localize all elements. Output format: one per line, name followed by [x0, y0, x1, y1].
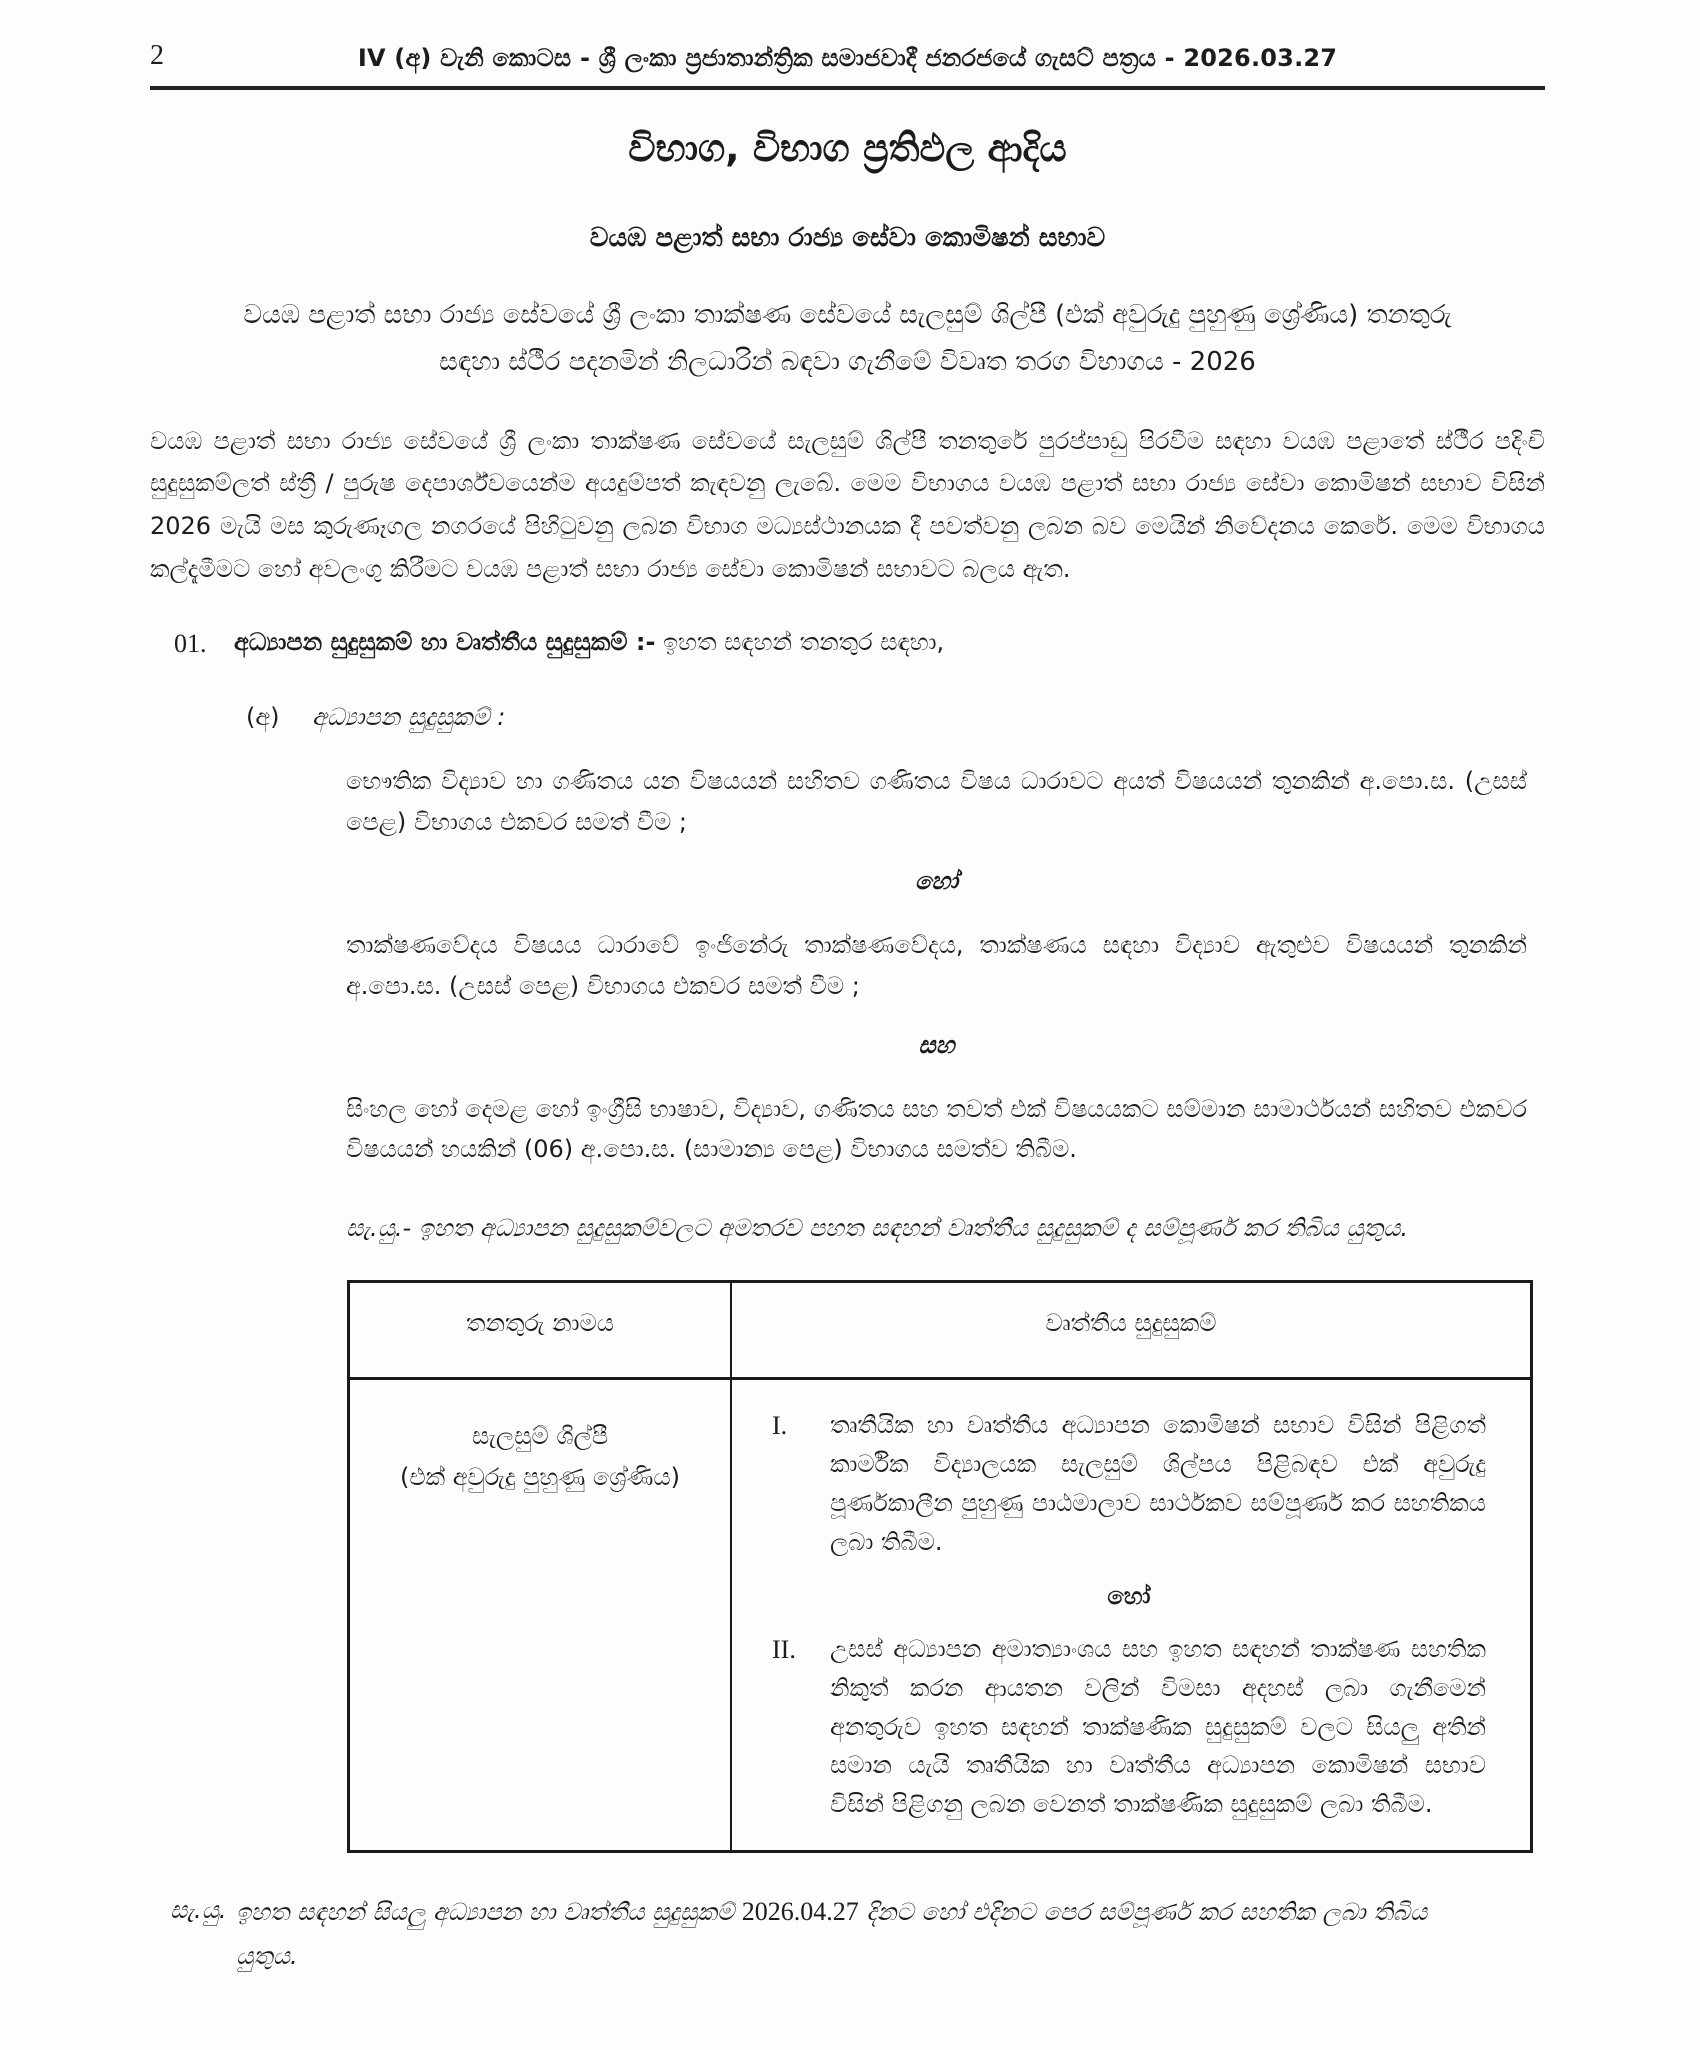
qualification-item-I-text: තෘතීයික හා වෘත්තීය අධ්‍යාපන කොමිෂන් සභාව විසින් පිළිගත් කාර්මික විද්‍යාලයක සැලසුම් ශිල්පය පිළිබඳව එක් අවුරුදු පූර්ණකාලීන පුහුණු පාඨමාලාව සාර්ථකව සම්පූර්ණ කර සහතිකය ලබා තිබීම.	[830, 1411, 1486, 1556]
and-separator: සහ	[918, 1030, 955, 1059]
footer-note-text-after-date: දිනට හෝ එදිනට පෙර සම්පූර්ණ කර සහතික ලබා තිබිය යුතුය.	[236, 1898, 1428, 1970]
running-header	[150, 0, 1545, 90]
sub-item-a	[246, 703, 1545, 731]
page-number: 2	[150, 40, 164, 71]
item-01-number: 01.	[174, 629, 207, 659]
footer-note-text	[236, 1889, 1466, 1977]
post-name-line2: (එක් අවුරුදු පුහුණු ශ්‍රේණිය)	[400, 1463, 680, 1492]
qualification-2: තාක්ෂණවේදය විෂයය ධාරාවේ ඉංජිනේරු තාක්ෂණවේදය, තාක්ෂණය සඳහා විද්‍යාව ඇතුළුව විෂයයන් තුනකින් අ.පො.ස. (උසස් පෙළ) විභාගය එකවර සමත් වීම ;	[346, 931, 1527, 1000]
qualification-item-I-label: I.	[772, 1411, 788, 1441]
post-name-line1: සැලසුම් ශිල්පී	[471, 1422, 609, 1451]
note-above-table: සැ.යු.- ඉහත අධ්‍යාපන සුදුසුකම්වලට අමතරව පහත සඳහන් වෘත්තීය සුදුසුකම් ද සම්පූර්ණ කර තිබිය යුතුය.	[346, 1214, 1409, 1243]
organisation-title: වයඹ පළාත් සභා රාජ්‍ය සේවා කොමිෂන් සභාව	[589, 223, 1106, 253]
table-or-separator: හෝ	[1107, 1581, 1151, 1610]
section-title: විභාග, විභාග ප්‍රතිඵල ආදිය	[628, 126, 1067, 170]
qualification-item-II-label: II.	[772, 1634, 796, 1664]
sub-item-a-title: අධ්‍යාපන සුදුසුකම් :	[312, 703, 506, 732]
professional-qualifications-cell	[732, 1380, 1530, 1850]
item-01-heading-bold: අධ්‍යාපන සුදුසුකම් හා වෘත්තීය සුදුසුකම් :-	[234, 628, 656, 657]
qualification-1: භෞතික විද්‍යාව හා ගණිතය යන විෂයයන් සහිතව ගණිතය විෂය ධාරාවට අයත් විෂයයන් තුනකින් අ.පො.ස. (උසස් පෙළ) විභාගය එකවර සමත් වීම ;	[346, 767, 1527, 837]
intro-paragraph: වයඹ පළාත් සභා රාජ්‍ය සේවයේ ශ්‍රී ලංකා තාක්ෂණ සේවයේ සැලසුම් ශිල්පී තනතුරේ පුරප්පාඩු පිරවීම සඳහා වයඹ පළාතේ ස්ථීර පදිංචි සුදුසුකම්ලත් ස්ත්‍රී / පුරුෂ දෙපාර්ශ්වයෙන්ම අයදුම්පත් කැඳවනු ලැබේ. මෙම විභාගය වයඹ පළාත් සභා රාජ්‍ය සේවා කොමිෂන් සභාව විසින් 2026 මැයි මස කුරුණෑගල නගරයේ පිහිටුවනු ලබන විභාග මධ්‍යස්ථානයක දී පවත්වනු ලබන බව මෙයින් නිවේදනය කෙරේ. මෙම විභාගය කල්දැමීමට හෝ අවලංගු කිරීමට වයඹ පළාත් සභා රාජ්‍ය සේවා කොමිෂන් සභාවට බලය ඇත.	[150, 426, 1545, 583]
table-header-row	[350, 1283, 1530, 1380]
table-header-post-name: තනතුරු නාමය	[350, 1283, 732, 1377]
gazette-header-text: IV (අ) වැනි කොටස - ශ්‍රී ලංකා ප්‍රජාතාන්ත්‍රික සමාජවාදී ජනරජයේ ගැසට් පත්‍රය - 2026.03.27	[357, 44, 1338, 72]
footer-note-date: 2026.04.27	[741, 1897, 859, 1927]
qualification-3: සිංහල හෝ දෙමළ හෝ ඉංග්‍රීසි භාෂාව, විද්‍යාව, ගණිතය සහ තවත් එක් විෂයයකට සම්මාන සාමාර්ථයන් සහිතව එකවර විෂයයන් හයකින් (06) අ.පො.ස. (සාමාන්‍ය පෙළ) විභාගය සමත්ව තිබීම.	[346, 1094, 1527, 1164]
qualification-item-II-text: උසස් අධ්‍යාපන අමාත්‍යාංශය සහ ඉහත සඳහන් තාක්ෂණ සහතික නිකුත් කරන ආයතන වලින් විමසා අදහස් ලබා ගැනීමෙන් අනතුරුව ඉහත සඳහන් තාක්ෂණික සුදුසුකම් වලට සියලු අතින් සමාන යැයි තෘතීයික හා වෘත්තීය අධ්‍යාපන කොමිෂන් සභාව විසින් පිළිගනු ලබන වෙනත් තාක්ෂණික සුදුසුකම් ලබා තිබීම.	[830, 1634, 1486, 1819]
or-separator: හෝ	[914, 867, 959, 896]
notice-title-line2: සඳහා ස්ථීර පදනමින් නිලධාරින් බඳවා ගැනීමේ විවෘත තරග විභාගය - 2026	[439, 346, 1256, 377]
qualification-item-I	[772, 1406, 1486, 1562]
qualification-item-II	[772, 1630, 1486, 1824]
item-01-heading-rest: ඉහත සඳහන් තනතුර සඳහා,	[655, 628, 945, 657]
notice-title-line1: වයඹ පළාත් සභා රාජ්‍ය සේවයේ ශ්‍රී ලංකා තාක්ෂණ සේවයේ සැලසුම් ශිල්පී (එක් අවුරුදු පුහුණු ශ්‍රේණිය) තනතුරු	[243, 300, 1452, 330]
header-rule	[150, 86, 1545, 90]
footer-note	[170, 1889, 1545, 1977]
qualifications-table	[347, 1280, 1533, 1853]
notice-title	[150, 292, 1545, 386]
item-01	[150, 624, 1545, 663]
footer-note-label: සැ.යු.	[170, 1896, 227, 1925]
table-body-row	[350, 1380, 1530, 1850]
table-header-professional-qualifications: වෘත්තීය සුදුසුකම්	[1045, 1309, 1217, 1338]
post-name-cell	[350, 1380, 732, 1850]
sub-item-a-label: (අ)	[246, 703, 280, 732]
footer-note-text-before-date: ඉහත සඳහන් සියලු අධ්‍යාපන හා වෘත්තීය සුදුසුකම්	[236, 1898, 742, 1927]
item-01-heading	[234, 624, 944, 663]
